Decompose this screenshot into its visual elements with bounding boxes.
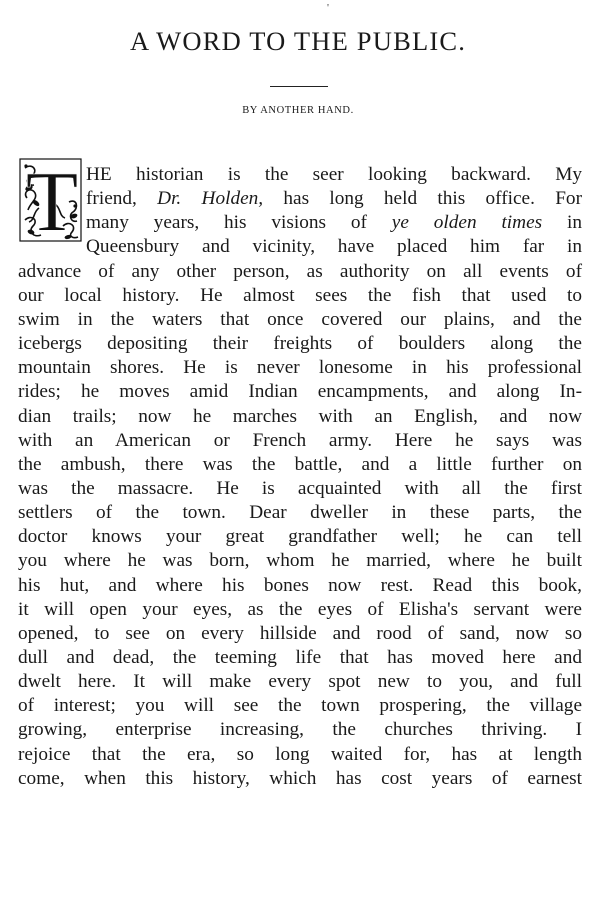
text-line-segment: of interest; you will see the town prospering, the village [18,695,582,717]
text-line [18,694,582,718]
text-line [18,549,582,573]
text-line-segment: with an American or French army. Here he says was [18,429,582,451]
text-line [18,670,582,694]
text-line-segment: rides; he moves amid Indian encampments, and along In- [18,381,582,403]
text-line-segment: his hut, and where his bones now rest. Read this book, [18,574,582,596]
text-line-segment: many years, his visions of [86,212,392,234]
text-line [18,356,582,380]
text-line [18,718,582,742]
text-line-segment: dwelt here. It will make every spot new to you, and full [18,671,582,693]
text-line-segment: mountain shores. He is never lonesome in his professional [18,357,582,379]
text-line-segment: HE historian is the seer looking backward. My [86,164,582,185]
text-line-segment: you where he was born, whom he married, where he built [18,550,582,572]
text-line [18,260,582,284]
ornamental-initial-t [19,158,82,242]
text-line-segment: advance of any other person, as authority on all events of [18,260,582,282]
text-line [18,598,582,622]
text-line-segment: rejoice that the era, so long waited for, has at length [18,743,582,765]
text-line [18,646,582,670]
text-line [18,574,582,598]
text-line [18,405,582,429]
text-line-segment: swim in the waters that once covered our plains, and the [18,308,582,330]
text-line [18,743,582,767]
text-line-segment: doctor knows your great grandfather well; he can tell [18,526,582,548]
text-line-segment: in [542,212,583,234]
text-line [18,308,582,332]
text-line [18,622,582,646]
title-rule [270,86,328,87]
text-line [86,187,582,211]
text-line-segment: the ambush, there was the battle, and a little further on [18,453,582,475]
text-line [18,332,582,356]
text-line-segment: dull and dead, the teeming life that has moved here and [18,647,582,668]
text-line-segment: friend, [86,188,158,210]
ornamental-initial-icon [19,158,82,242]
stray-mark: ' [327,2,329,14]
text-line [18,525,582,549]
text-line-segment: settlers of the town. Dear dweller in these parts, the [18,502,582,524]
text-line-segment: has long held this office. For [263,188,582,210]
text-line [18,380,582,404]
text-line [18,429,582,453]
page-title: A WORD TO THE PUBLIC. [129,26,467,56]
text-line-segment: was the massacre. He is acquainted with all the first [18,477,582,499]
text-line [18,501,582,525]
initial-letter: T [25,158,79,242]
text-line [18,477,582,501]
text-line [86,211,582,235]
text-line [86,163,582,187]
text-line [18,284,582,308]
text-line [18,453,582,477]
text-line-italic: Dr. Holden, [157,188,264,210]
text-line-segment: opened, to see on every hillside and rood of sand, now so [18,622,582,644]
text-line-segment: icebergs depositing their freights of boulders along the [18,333,582,354]
text-line [18,767,582,791]
text-line-segment: growing, enterprise increasing, the churches thriving. I [18,719,582,741]
text-line [86,235,582,259]
text-line-segment: dian trails; now he marches with an English, and now [18,405,582,427]
text-line-segment: come, when this history, which has cost years of earnest [18,767,582,789]
text-line-segment: our local history. He almost sees the fish that used to [18,284,582,306]
text-line-segment: Queensbury and vicinity, have placed him far in [86,236,582,258]
text-line-segment: it will open your eyes, as the eyes of Elisha's servant were [18,598,582,620]
byline: BY ANOTHER HAND. [242,105,354,116]
text-line-italic: ye olden times [391,212,543,234]
